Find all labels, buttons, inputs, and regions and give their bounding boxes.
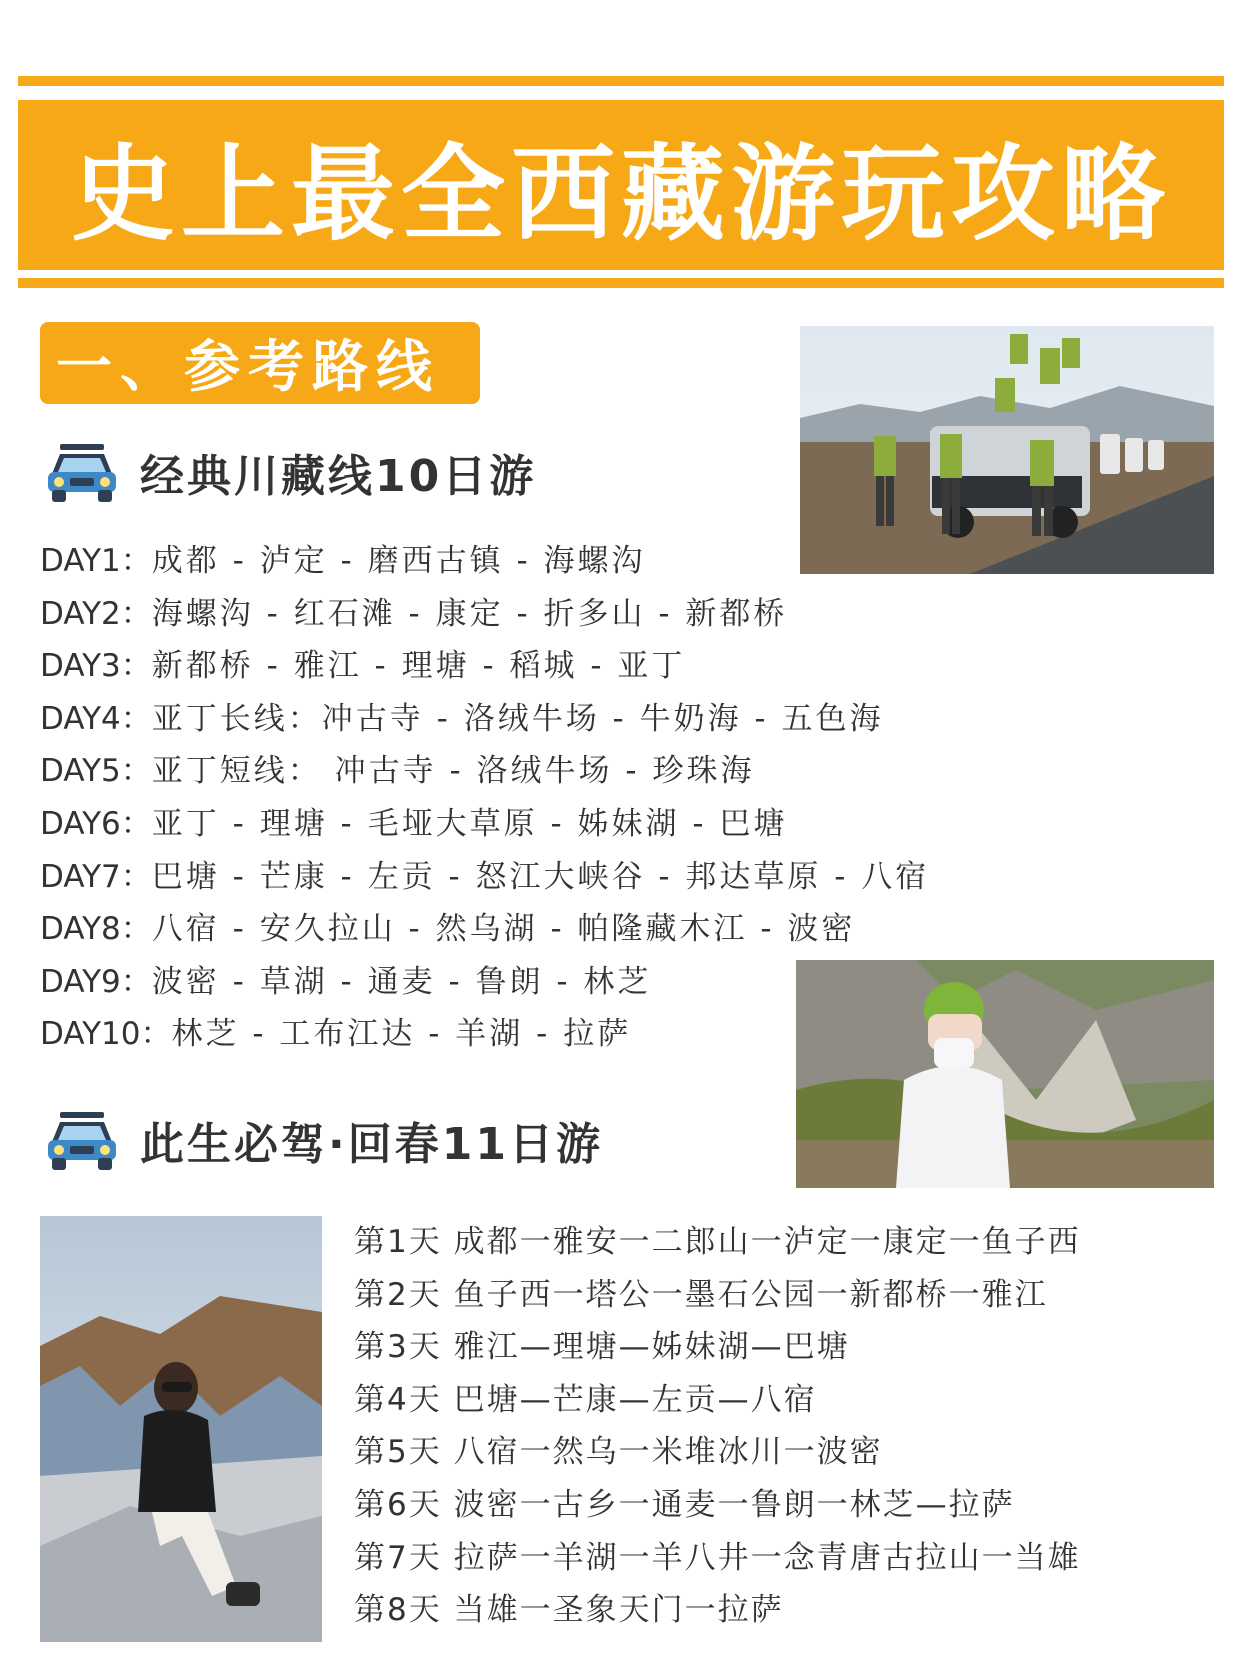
day-label: DAY5： — [40, 753, 152, 790]
list-item — [40, 903, 929, 956]
section-label: 一、参考路线 — [56, 335, 440, 400]
route2-day-list — [354, 1216, 1081, 1637]
day-label: DAY9： — [40, 963, 152, 1000]
day-label: 第8天 — [354, 1592, 442, 1629]
list-item — [354, 1532, 1081, 1585]
title-banner — [18, 100, 1224, 270]
top-rule — [18, 76, 1224, 86]
girl-hat-photo — [796, 960, 1214, 1188]
list-item — [354, 1374, 1081, 1427]
day-label: 第2天 — [354, 1276, 442, 1313]
list-item — [40, 798, 929, 851]
day-route: 当雄一圣象天门一拉萨 — [453, 1592, 784, 1629]
day-route: 八宿 - 安久拉山 - 然乌湖 - 帕隆藏木江 - 波密 — [151, 911, 856, 948]
section-tag — [40, 322, 480, 404]
day-label: 第7天 — [354, 1539, 442, 1576]
day-route: 林芝 - 工布江达 - 羊湖 - 拉萨 — [171, 1016, 632, 1053]
day-route: 亚丁短线： 冲古寺 - 洛绒牛场 - 珍珠海 — [151, 753, 755, 790]
list-item — [354, 1426, 1081, 1479]
list-item — [354, 1321, 1081, 1374]
day-route: 八宿一然乌一米堆冰川一波密 — [453, 1434, 883, 1471]
day-label: DAY4： — [40, 700, 152, 737]
route1-title: 经典川藏线10日游 — [140, 451, 537, 502]
car-icon — [46, 1108, 118, 1172]
day-route: 亚丁长线：冲古寺 - 洛绒牛场 - 牛奶海 - 五色海 — [151, 700, 884, 737]
day-label: 第5天 — [354, 1434, 442, 1471]
day-route: 雅江—理塘—姊妹湖—巴塘 — [453, 1329, 850, 1366]
bottom-rule — [18, 278, 1224, 288]
route2-heading — [46, 1108, 603, 1172]
day-route: 巴塘 - 芒康 - 左贡 - 怒江大峡谷 - 邦达草原 - 八宿 — [151, 858, 930, 895]
list-item — [40, 588, 929, 641]
day-label: DAY2： — [40, 595, 152, 632]
day-route: 巴塘—芒康—左贡—八宿 — [453, 1381, 817, 1418]
route1-heading — [46, 440, 536, 504]
day-label: 第1天 — [354, 1224, 442, 1260]
day-route: 亚丁 - 理塘 - 毛垭大草原 - 姊妹湖 - 巴塘 — [151, 805, 788, 842]
list-item — [354, 1584, 1081, 1637]
list-item — [40, 745, 929, 798]
list-item — [354, 1269, 1081, 1322]
route2-title: 此生必驾·回春11日游 — [140, 1119, 603, 1170]
day-route: 鱼子西一塔公一墨石公园一新都桥一雅江 — [453, 1276, 1048, 1313]
team-cars-photo — [800, 326, 1214, 574]
list-item — [354, 1479, 1081, 1532]
day-label: DAY1： — [40, 543, 152, 579]
list-item — [40, 640, 929, 693]
day-route: 海螺沟 - 红石滩 - 康定 - 折多山 - 新都桥 — [151, 595, 788, 632]
girl-rocks-photo — [40, 1216, 322, 1642]
day-route: 成都 - 泸定 - 磨西古镇 - 海螺沟 — [151, 543, 646, 579]
page-title: 史上最全西藏游玩攻略 — [70, 133, 1171, 255]
list-item — [40, 693, 929, 746]
day-label: 第3天 — [354, 1329, 442, 1366]
day-label: 第4天 — [354, 1381, 442, 1418]
day-route: 成都一雅安一二郎山一泸定一康定一鱼子西 — [453, 1224, 1081, 1260]
day-route: 拉萨一羊湖一羊八井一念青唐古拉山一当雄 — [453, 1539, 1081, 1576]
day-label: DAY8： — [40, 911, 152, 948]
day-label: DAY6： — [40, 805, 152, 842]
day-label: DAY10： — [40, 1016, 172, 1053]
list-item — [40, 851, 929, 904]
day-route: 新都桥 - 雅江 - 理塘 - 稻城 - 亚丁 — [151, 648, 686, 685]
list-item — [354, 1216, 1081, 1269]
day-label: 第6天 — [354, 1486, 442, 1523]
day-label: DAY3： — [40, 648, 152, 685]
day-route: 波密一古乡一通麦一鲁朗一林芝—拉萨 — [453, 1486, 1015, 1523]
car-icon — [46, 440, 118, 504]
day-route: 波密 - 草湖 - 通麦 - 鲁朗 - 林芝 — [151, 963, 652, 1000]
list-item — [40, 535, 929, 588]
day-label: DAY7： — [40, 858, 152, 895]
